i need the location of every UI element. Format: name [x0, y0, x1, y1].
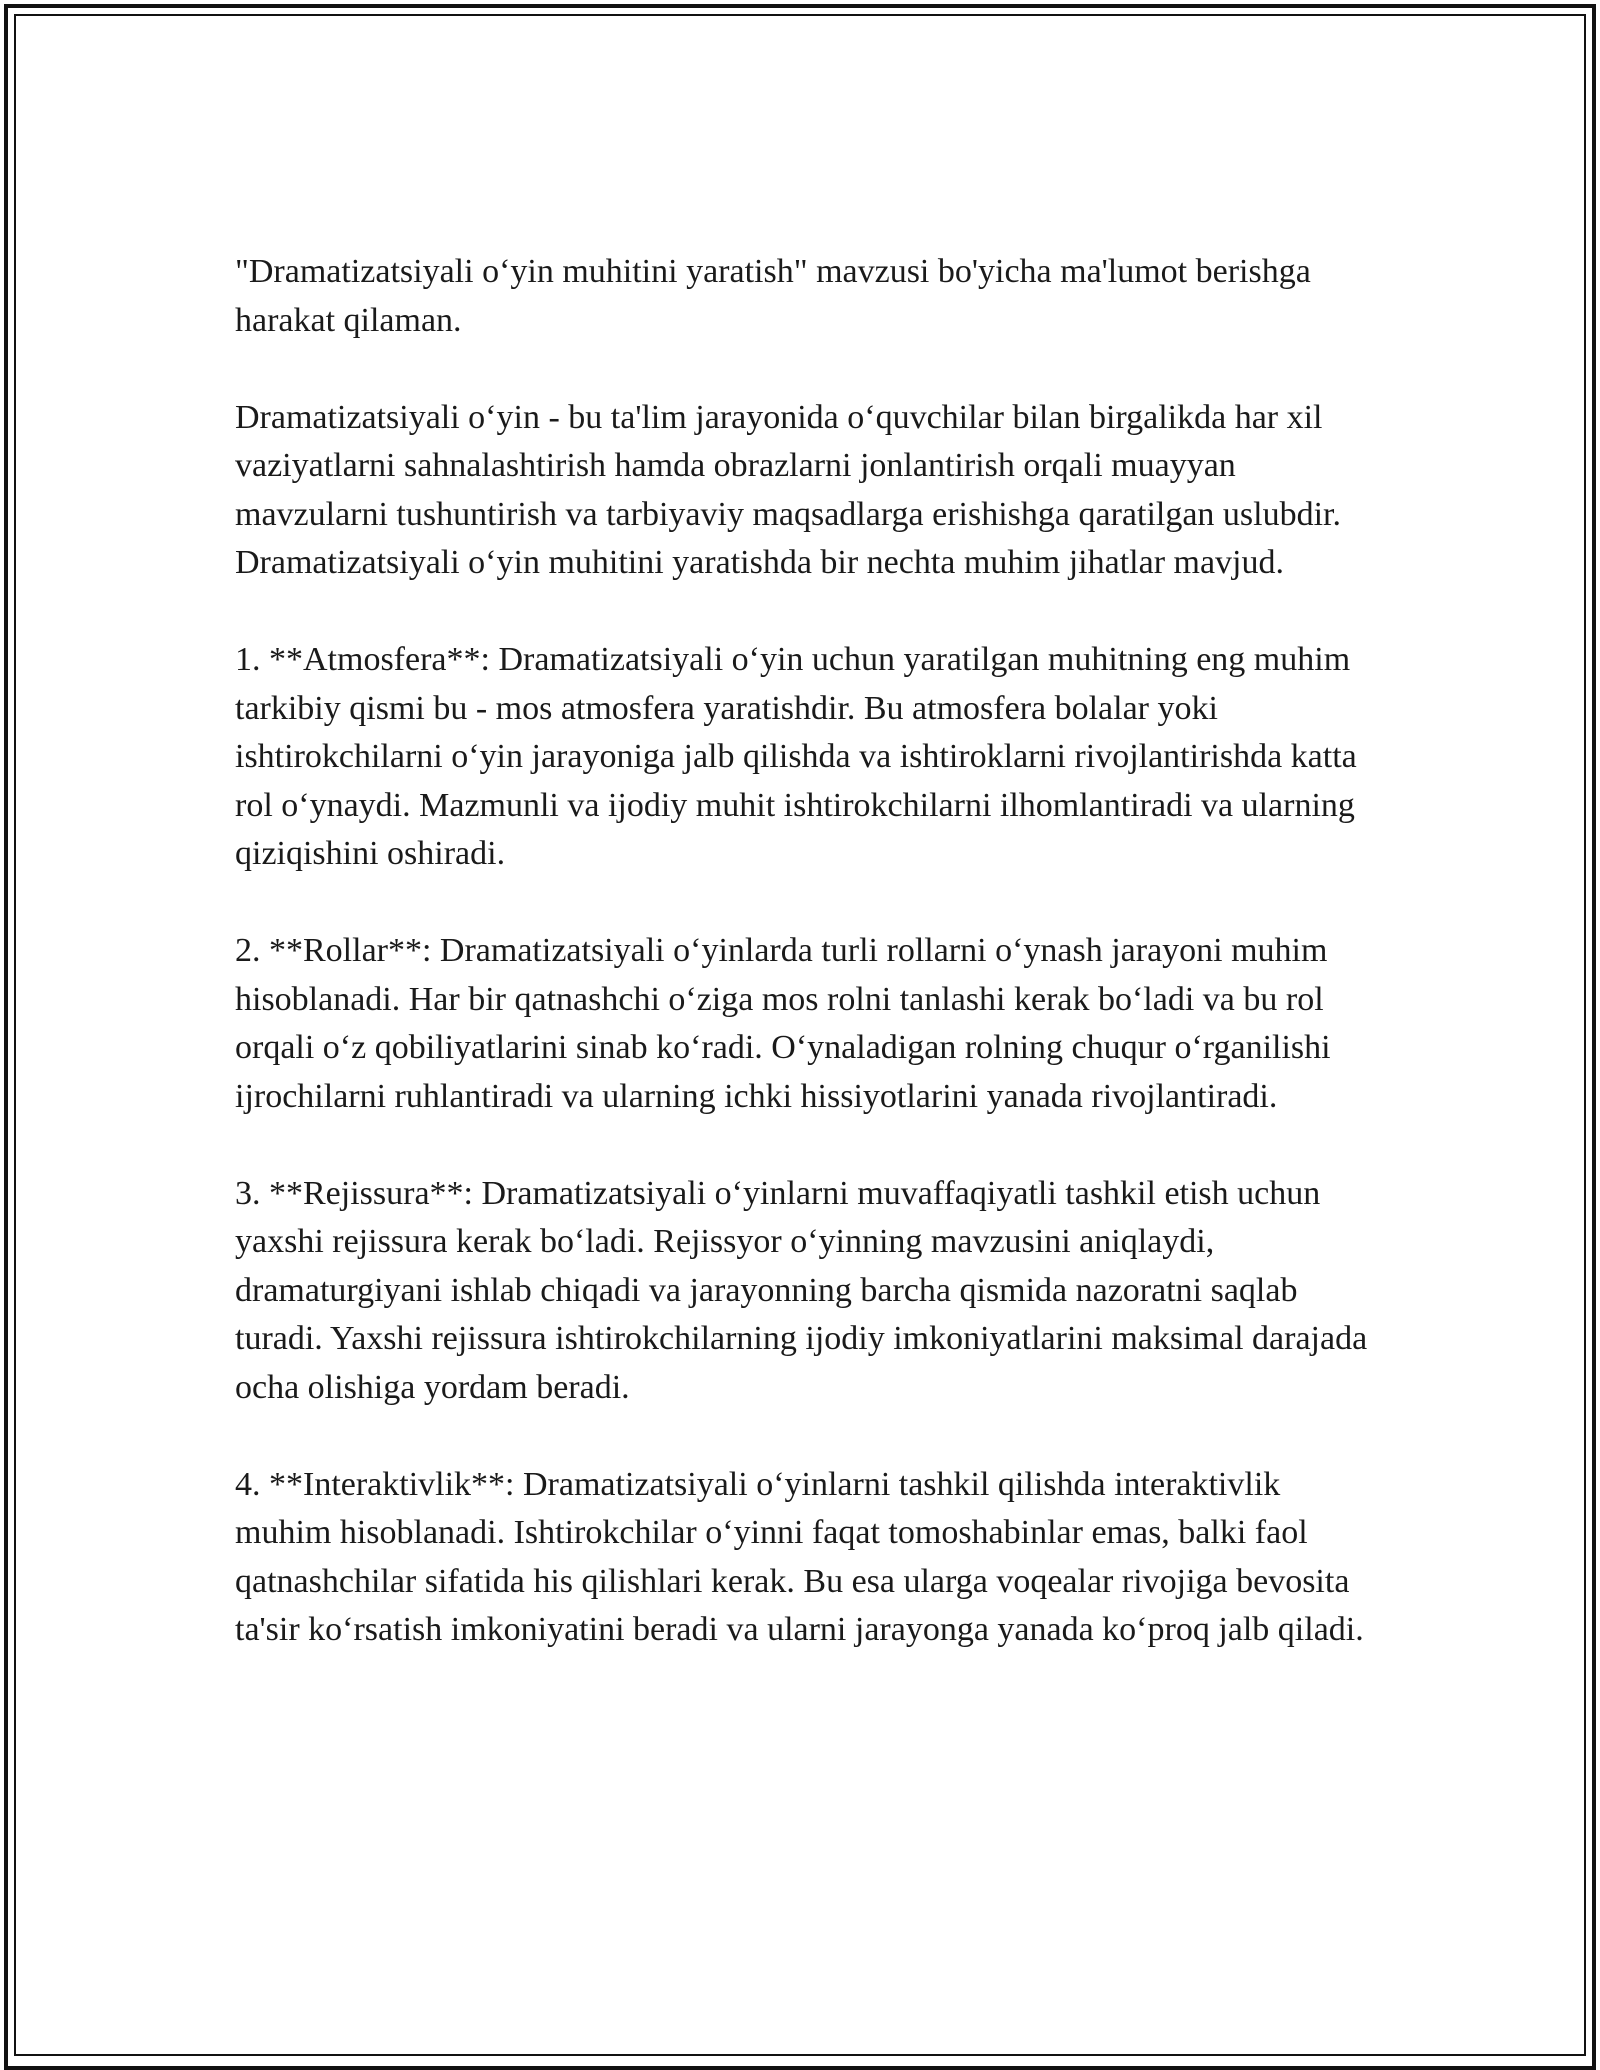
definition-paragraph: Dramatizatsiyali o‘yin - bu ta'lim jarayonida o‘quvchilar bilan birgalikda har xil vaziyatlarni sahnalashtirish hamda obrazlarni jonlantirish orqali muayyan mavzularni tushuntirish va tarbiyaviy maqsadlarga erishishga qaratilgan uslubdir. Dramatizatsiyali o‘yin muhitini yaratishda bir nechta muhim jihatlar mavjud. [235, 398, 1341, 581]
intro-paragraph: "Dramatizatsiyali o‘yin muhitini yaratish" mavzusi bo'yicha ma'lumot berishga harakat qilaman. [235, 253, 1311, 339]
list-item-interaktivlik: 4. **Interaktivlik**: Dramatizatsiyali o‘yinlarni tashkil qilishda interaktivlik muhim hisoblanadi. Ishtirokchilar o‘yinni faqat tomoshabinlar emas, balki faol qatnashchilar sifatida his qilishlari kerak. Bu esa ularga voqealar rivojiga bevosita ta'sir ko‘rsatish imkoniyatini beradi va ularni jarayonga yanada ko‘proq jalb qiladi. [235, 1465, 1364, 1648]
list-item-atmosfera: 1. **Atmosfera**: Dramatizatsiyali o‘yin uchun yaratilgan muhitning eng muhim tarkibiy qismi bu - mos atmosfera yaratishdir. Bu atmosfera bolalar yoki ishtirokchilarni o‘yin jarayoniga jalb qilishda va ishtiroklarni rivojlantirishda katta rol o‘ynaydi. Mazmunli va ijodiy muhit ishtirokchilarni ilhomlantiradi va ularning qiziqishini oshiradi. [235, 641, 1357, 872]
document-body [235, 248, 1385, 1703]
list-item-rollar: 2. **Rollar**: Dramatizatsiyali o‘yinlarda turli rollarni o‘ynash jarayoni muhim hisoblanadi. Har bir qatnashchi o‘ziga mos rolni tanlashi kerak bo‘ladi va bu rol orqali o‘z qobiliyatlarini sinab ko‘radi. O‘ynaladigan rolning chuqur o‘rganilishi ijrochilarni ruhlantiradi va ularning ichki hissiyotlarini yanada rivojlantiradi. [235, 932, 1331, 1115]
list-item-rejissura: 3. **Rejissura**: Dramatizatsiyali o‘yinlarni muvaffaqiyatli tashkil etish uchun yaxshi rejissura kerak bo‘ladi. Rejissyor o‘yinning mavzusini aniqlaydi, dramaturgiyani ishlab chiqadi va jarayonning barcha qismida nazoratni saqlab turadi. Yaxshi rejissura ishtirokchilarning ijodiy imkoniyatlarini maksimal darajada ocha olishiga yordam beradi. [235, 1174, 1368, 1406]
